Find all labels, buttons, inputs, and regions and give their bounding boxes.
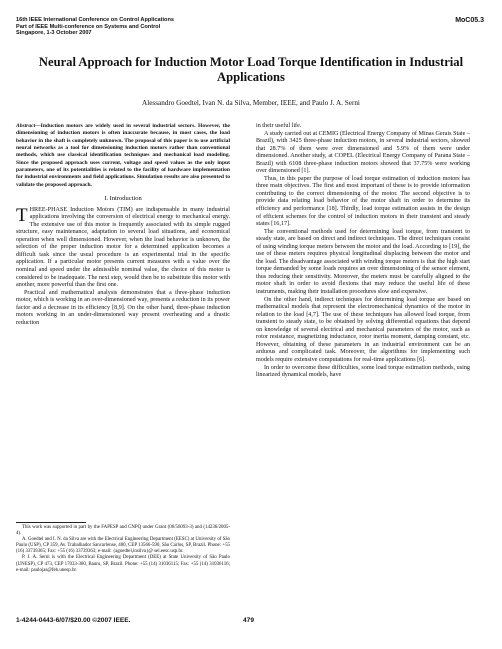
- body-paragraph-2: Thus, in this paper the purpose of load torque estimation of induction motors has three main objectives. The first and most important of these is to provide information contributing to the correct dimensioning of the motor. The second objective is to provide data relating load behavior of the motor shaft in order to determine its efficiency and performance [18]. Thirdly, load torque estimation assists in the design of efficient schemes for the control of induction motors in their transient and steady states [16,17].: [256, 175, 470, 228]
- intro-paragraph-1-text: HREE-PHASE Induction Motors (TIM) are indispensable in many industrial applications involving the conversion of electrical energy to mechanical energy. The extensive use of this motor is frequently associated with its simple rugged structure, easy maintenance, adaptation to several load situations, and economical operation when well dimensioned. However, when the load behavior is unknown, the selection of the proper induction motor for a determined application becomes a difficult task since the usual procedure is an experimental trial in the specific application. If a particular motor presents current measures with a value over the nominal and speed under the admissible nominal value, the choice of this motor is considered to be inadequate. The next step, would then be to substitute this motor with another, more powerful than the first one.: [16, 206, 230, 289]
- body-paragraph-5: In order to overcome these difficulties, some load torque estimation methods, using linearized dynamical models, have: [256, 364, 470, 379]
- conference-header: [16, 17, 276, 37]
- body-paragraph-1: A study carried out at CEMIG (Electrical Energy Company of Minas Gerais State – Brazil), with 3425 three-phase induction motors, in several industrial sectors, showed that 28.7% of them were over dimensioned and 5.9% of them were under dimensioned. Another study, at COPEL (Electrical Energy Company of Parana State – Brazil) with 6108 three-phase induction motors showed that 37.75% were working over dimensioned [1].: [256, 130, 470, 175]
- footer-isbn: 1-4244-0443-6/07/$20.00 ©2007 IEEE.: [16, 617, 131, 624]
- body-paragraph-0: in their useful life.: [256, 123, 302, 129]
- paper-authors: Alessandro Goedtel, Ivan N. da Silva, Member, IEEE, and Paulo J. A. Serni: [142, 99, 360, 107]
- abstract-text: —Induction motors are widely used in several industrial sectors. However, the dimensioning of induction motors is often inaccurate because, in most cases, the load behavior in the shaft is completely unknown. The proposal of this paper is to use artificial neural networks as a tool for dimensioning induction motors rather than conventional methods, which use classical identification techniques and mechanical load modeling. Since the proposed approach uses current, voltage and speed values as the only input parameters, one of its potentialities is related to the facility of hardware implementation for industrial environments and field applications. Simulation results are also presented to validate the proposed approach.: [16, 123, 230, 188]
- abstract: [16, 123, 230, 189]
- footnote-affiliation-1: A. Goedtel and I. N. da Silva are with the Electrical Engineering Department (EESC) at University of São Paulo (USP), CP 359, Av. Trabalhador Sancarlense, 400, CEP 13566-590, São Carlos, SP, Brazil. Phone: +55 (16) 33739365; Fax: +55 (16) 33739363; e-mail: {agoedtel,insilva}@ sel.eesc.usp.br.: [16, 537, 230, 555]
- session-code: MoC05.3: [455, 17, 484, 24]
- left-column: [16, 123, 230, 327]
- conference-line-3: Singapore, 1-3 October 2007: [16, 30, 92, 37]
- conference-line-1: 16th IEEE International Conference on Control Applications: [16, 17, 174, 23]
- body-paragraph-3: The conventional methods used for determining load torque, from transient to steady state, are based on direct and indirect techniques. The direct techniques consist of using winding torque meters between the motor and the load. According to [19], the use of these meters requires physical longitudinal displacing between the motor and the load. The disadvantage associated with winding torque meters is that the high start torque demanded by some loads requires an over dimensioning of the sensor element, thus reducing their sensitivity. Moreover, the meters must be carefully aligned to the motor shaft in order to avoid flexions that may reduce the useful life of these instruments, making their installation procedures slow and expensive.: [256, 228, 470, 296]
- footnote-affiliation-2: P. J. A. Serni is with the Electrical Engineering Department (DEE) at State University of São Paulo (UNESP), CP 473, CEP 17033-360, Bauru, SP, Brazil. Phone: +55 (14) 31036115; Fax: +55 (14) 31036116; e-mail: paulojas@feb.unesp.br.: [16, 555, 230, 573]
- drop-cap: T: [16, 204, 28, 226]
- section-heading-introduction: I. Introduction: [104, 195, 142, 203]
- abstract-lead: Abstract: [16, 123, 36, 129]
- paper-title: Neural Approach for Induction Motor Load Torque Identification in Industrial Applications: [38, 55, 464, 84]
- footnotes: [16, 525, 230, 574]
- body-paragraph-4: On the other hand, indirect techniques for determining load torque are based on mathematical models that represent the electromechanical dynamics of the motor in relation to the load [4,7]. The use of these techniques has allowed load torque, from transient to steady state, to be obtained by solving differential equations that depend on knowledge of several electrical and mechanical parameters of the motor, such as rotor resistance, magnetizing inductance, rotor inertia moment, damping constant, etc. However, obtaining of these parameters in an industrial environment can be an arduous and complicated task. Moreover, the algorithms for implementing such models require extensive computations for real-time applications [6].: [256, 296, 470, 363]
- footnote-divider: [16, 522, 86, 523]
- intro-paragraph-2: Practical and mathematical analysis demonstrates that a three-phase induction motor, which is working in an over-dimensioned way, presents a reduction in its power factor and a decrease in its efficiency [8,9]. On the other hand, three-phase induction motors working in an under-dimensioned way present overheating and a drastic reduction: [16, 289, 230, 326]
- conference-line-2: Part of IEEE Multi-conference on Systems and Control: [16, 23, 161, 30]
- intro-paragraph-1: [16, 204, 230, 290]
- page-number: 479: [243, 617, 255, 624]
- footnote-funding: This work was supported in part by the FAPESP and CNPQ under Grant (06/56093-3) and (14236/2005-4).: [16, 525, 230, 537]
- right-column: [256, 123, 470, 380]
